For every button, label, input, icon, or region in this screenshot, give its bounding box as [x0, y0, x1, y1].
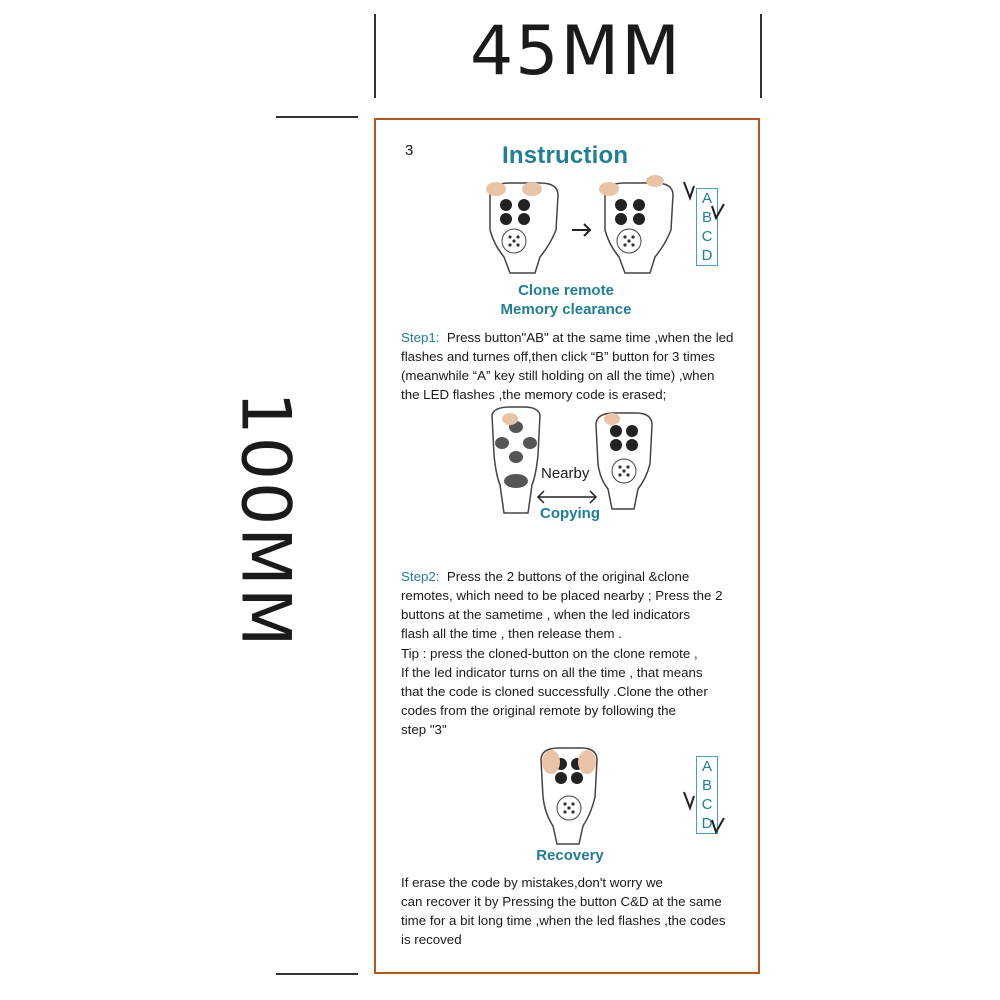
- letter-d: D: [701, 815, 713, 832]
- remote-right-icon: [599, 175, 673, 273]
- step2-text: Step2: Press the 2 buttons of the original &clone remotes, which need to be placed nearby ; Press the 2 buttons at the sametime , when the led indicators flash all the time , then release them .: [401, 569, 723, 641]
- letter-c: C: [701, 796, 713, 813]
- step2-label: Step2:: [401, 569, 440, 584]
- checkmark-icons-bottom: [680, 790, 730, 840]
- clone-remote-illustration: [480, 175, 680, 280]
- height-marker-bottom: [276, 973, 358, 975]
- recovery-illustration: [535, 742, 615, 847]
- width-marker-right: [760, 14, 762, 98]
- arrow-right-icon: [572, 224, 590, 236]
- step1-label: Step1:: [401, 330, 440, 345]
- letter-a: A: [701, 758, 712, 775]
- nearby-label: Nearby: [541, 465, 590, 482]
- letter-b: B: [701, 777, 712, 794]
- tip-text: Tip : press the cloned-button on the clone remote , If the led indicator turns on all the time , that means that the code is cloned successfully .Clone the other codes from the original remote by following the step "3": [401, 646, 708, 737]
- height-dimension-label: 100MM: [225, 391, 305, 649]
- page-number: 3: [405, 142, 414, 159]
- original-remote-icon: [492, 407, 540, 513]
- remote-left-icon: [486, 182, 558, 273]
- letter-d: D: [701, 247, 713, 264]
- copy-arrow-icon: [538, 491, 596, 503]
- height-marker-top: [276, 116, 358, 118]
- recovery-text: If erase the code by mistakes,don't worry we can recover it by Pressing the button C&D at the same time for a bit long time ,when the led flashes ,the codes is recoved: [401, 875, 726, 947]
- width-marker-left: [374, 14, 376, 98]
- letter-b: B: [701, 209, 712, 226]
- letter-c: C: [701, 228, 713, 245]
- letter-a: A: [701, 190, 712, 207]
- clone-remote-icon: [596, 413, 652, 509]
- recovery-caption: Recovery: [536, 847, 604, 864]
- copying-caption: Copying: [540, 505, 600, 522]
- step1-text: Step1: Press button"AB" at the same time ,when the led flashes and turnes off,then click “B” button for 3 times (meanwhile “A” key still holding on all the time) ,when the LED flashes ,the memory code is erased;: [401, 330, 734, 402]
- width-dimension-label: 45MM: [470, 12, 682, 91]
- checkmark-icons-top: [680, 180, 730, 225]
- page-title: Instruction: [502, 142, 629, 169]
- clone-remote-caption: Clone remote Memory clearance: [500, 282, 632, 318]
